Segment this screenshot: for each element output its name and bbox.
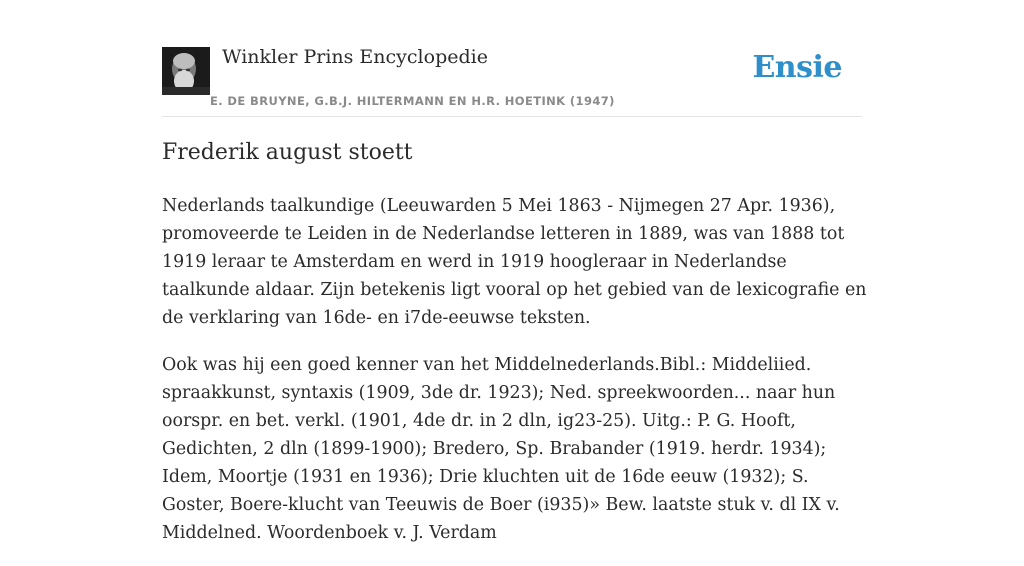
encyclopedia-title[interactable]: Winkler Prins Encyclopedie [222,46,488,68]
brand-logo[interactable]: Ensie [752,50,842,85]
article-title: Frederik august stoett [162,140,413,165]
portrait-avatar-icon [162,47,210,95]
article-body [162,192,867,566]
article-paragraph: Ook was hij een goed kenner van het Middelnederlands.Bibl.: Middeliied. spraakkunst, syntaxis (1909, 3de dr. 1923); Ned. spreekwoorden... naar hun oorspr. en bet. verkl. (1901, 4de dr. in 2 dln, ig23-25). Uitg.: P. G. Hooft, Gedichten, 2 dln (1899-1900); Bredero, Sp. Brabander (1919. herdr. 1934); Idem, Moortje (1931 en 1936); Drie kluchten uit de 16de eeuw (1932); S. Goster, Boere-klucht van Teeuwis de Boer (i935)» Bew. laatste stuk v. dl IX v. Middelned. Woordenboek v. J. Verdam [162,355,840,543]
site-header [162,0,862,117]
article-paragraph: Nederlands taalkundige (Leeuwarden 5 Mei 1863 - Nijmegen 27 Apr. 1936), promoveerde te Leiden in de Nederlandse letteren in 1889, was van 1888 tot 1919 leraar te Amsterdam en werd in 1919 hoogleraar in Nederlandse taalkunde aldaar. Zijn betekenis ligt vooral op het gebied van de lexicografie en de verklaring van 16de- en i7de-eeuwse teksten. [162,196,867,328]
authors-byline: E. DE BRUYNE, G.B.J. HILTERMANN EN H.R. HOETINK (1947) [210,94,615,108]
